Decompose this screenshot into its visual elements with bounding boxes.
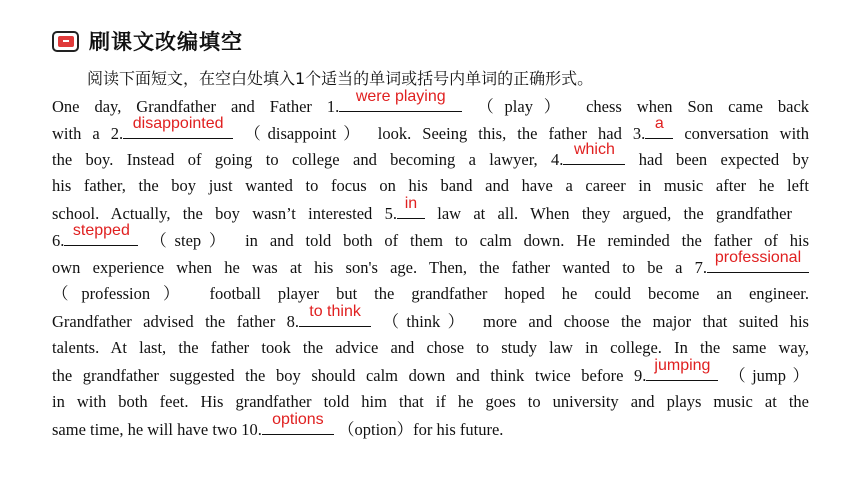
answer-5: in [404, 195, 418, 212]
answer-7: professional [714, 249, 802, 266]
passage-line: school. Actually, the boy wasn’t interested 5. in law at all. When they argued, the grandfather [52, 195, 792, 223]
passage-line: One day, Grandfather and Father 1. were playing （play） chess when Son came back [52, 88, 810, 116]
passage-line: （profession） football player but the grandfather hoped he could become an engineer. [52, 284, 809, 303]
passage-line: his father, the boy just wanted to focus on his band and have a career in music after he left [52, 176, 809, 195]
instruction-text: 阅读下面短文，在空白处填入1个适当的单词或括号内单词的正确形式。 [87, 69, 594, 88]
passage-line: Grandfather advised the father 8. to think （think） more and choose the major that suited his [52, 303, 809, 331]
answer-blank-2 [123, 115, 233, 139]
answer-3: a [654, 115, 664, 132]
answer-8: to think [309, 303, 361, 320]
answer-blank-8 [299, 303, 371, 327]
answer-blank-3 [645, 115, 673, 139]
passage-line: the boy. Instead of going to college and becoming a lawyer, 4. which had been expected by [52, 141, 809, 169]
answer-blank-5 [397, 195, 425, 219]
passage-line: talents. At last, the father took the advice and chose to study law in college. In the same way, [52, 338, 809, 357]
answer-blank-10 [262, 411, 334, 435]
passage-line: the grandfather suggested the boy should calm down and think twice before 9. jumping （jump） [52, 357, 810, 385]
answer-2: disappointed [132, 115, 224, 132]
answer-9: jumping [654, 357, 711, 374]
answer-4: which [573, 141, 615, 158]
passage-line: in with both feet. His grandfather told him that if he goes to university and plays music at the [52, 392, 809, 411]
answer-6: stepped [72, 222, 130, 239]
passage-line: 6. stepped （step） in and told both of them to calm down. He reminded the father of his [52, 222, 810, 250]
passage-line: with a 2. disappointed （disappoint） look. Seeing this, the father had 3. a conversation with [52, 115, 810, 143]
answer-blank-1 [339, 88, 462, 112]
answer-blank-9 [646, 357, 718, 381]
answer-blank-6 [64, 222, 138, 246]
section-title: 刷课文改编填空 [89, 30, 243, 54]
answer-10: options [272, 411, 324, 428]
passage-line: same time, he will have two 10. options （option）for his future. [52, 411, 504, 439]
answer-1: were playing [355, 88, 446, 105]
passage-line: own experience when he was at his son's age. Then, the father wanted to be a 7. professional [52, 257, 809, 277]
section-header [52, 24, 243, 58]
video-play-icon [52, 31, 79, 52]
answer-blank-7 [707, 249, 809, 273]
answer-blank-4 [563, 141, 625, 165]
